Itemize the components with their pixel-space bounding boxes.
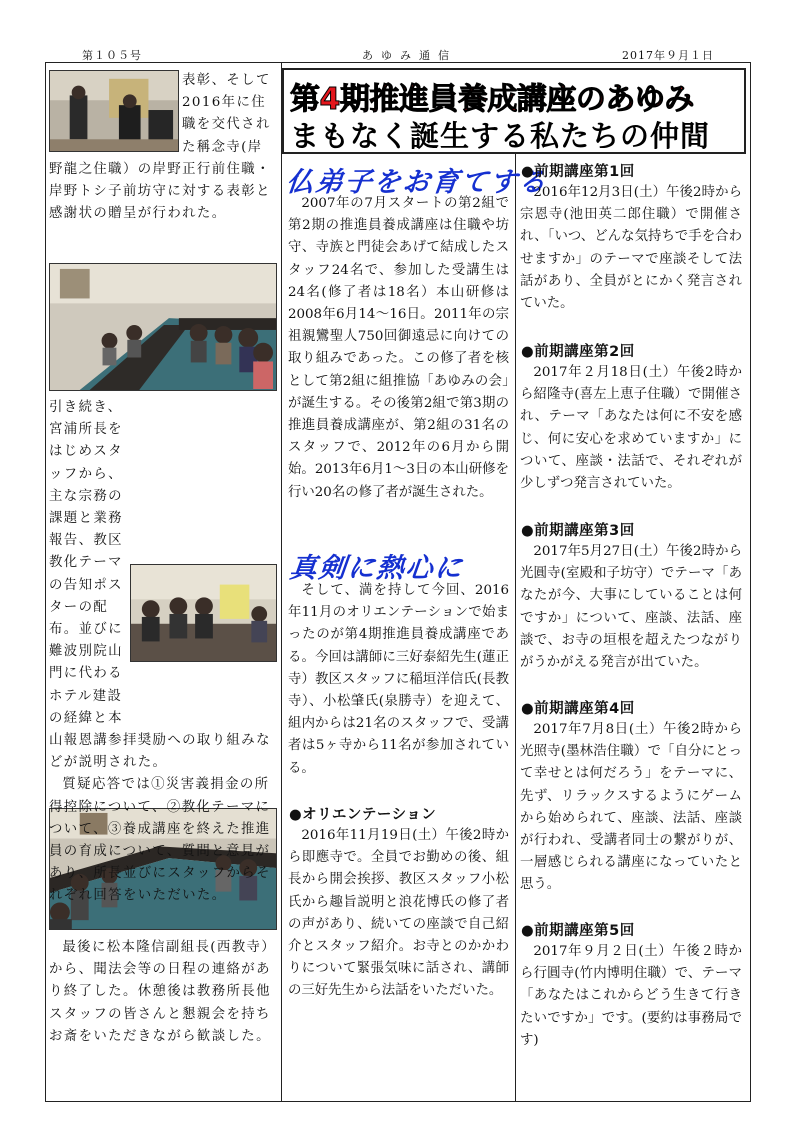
lecture-1-heading: ●前期講座第1回 — [521, 164, 635, 180]
lecture-5-heading: ●前期講座第5回 — [521, 923, 635, 939]
lecture-2-body: 2017年２月18日(土）午後2時から紹隆寺(喜左上恵子住職）で開催され、テーマ「あなたは何に不安を感じ、何に安心を求めていますか」について、座談・法話で、それぞれが少しずつ発言されていた。 — [520, 365, 742, 492]
left-text-block-1: 表彰、そして2016年に住職を交代された稱念寺(岸野龍之住職）の岸野正行前住職・岸野トシ子前坊守に対する表彰と感謝状の贈呈が行われた。 — [49, 70, 277, 225]
meeting-photo-1 — [49, 263, 277, 391]
column-divider-right — [515, 153, 516, 1101]
headline-title: 第4期推進員養成講座のあゆみ — [290, 82, 694, 117]
lecture-5-body: 2017年９月２日(土）午後２時から行圓寺(竹内博明住職）で、テーマ「あなたはこれからどう生きて行きたいですか」です。(要約は事務局です) — [520, 944, 742, 1048]
lecture-1-body: 2016年12月3日(土）午後2時から宗恩寺(池田英二郎住職）で開催され、「いつ、どんな気持ちで手を合わせますか」のテーマで座談そして法話があり、全員がとにかく発言されていた。 — [520, 185, 742, 312]
lecture-4-body: 2017年7月8日(土）午後2時から光照寺(墨林浩住職）で「自分にとって幸せとは何だろう」をテーマに、先ず、リラックスするようにゲームから始められて、座談、法話、座談が行われ、受講者同士の繋がりが、一層感じられる講座になっていたと思う。 — [520, 722, 742, 893]
lecture-3-heading: ●前期講座第3回 — [521, 523, 635, 539]
issue-number: 第１０５号 — [82, 49, 142, 62]
section-heading-disciple: 仏弟子をお育てする — [285, 167, 550, 198]
middle-paragraph-2: そして、満を持して今回、2016年11月のオリエンテーションで始まったのが第4期推進員養成講座である。今回は講師に三好泰紹先生(蓮正寺）教区スタッフに稲垣洋信氏(長教寺）、小松肇氏(泉勝寺）を迎えて、組内からは21名のスタッフで、受講者は5ヶ寺から11名が参加されている。 — [288, 583, 509, 776]
column-divider-left — [281, 63, 282, 1101]
title-box — [282, 68, 746, 154]
left-text-block-4: 最後に松本隆信副組長(西教寺）から、聞法会等の日程の連絡があり終了した。休憩後は教務所長他スタッフの皆さんと懇親会を持ちお斎をいただきながら歓談した。 — [49, 940, 277, 1044]
lecture-2-heading: ●前期講座第2回 — [521, 344, 635, 360]
lecture-3-body: 2017年5月27日(土）午後2時から光圓寺(室殿和子坊守）でテーマ「あなたが今、大事にしていることは何ですか」について、座談、法話、座談で、お寺の垣根を超えたつながりがうかがえる発言が出ていた。 — [520, 544, 742, 671]
section-heading-earnest: 真剣に熱心に — [288, 553, 466, 584]
newsletter-name: あゆみ通信 — [362, 49, 457, 62]
photo-wrap-spacer — [124, 564, 277, 714]
photo-wrap-spacer — [49, 70, 182, 158]
lecture-4-heading: ●前期講座第4回 — [521, 701, 635, 717]
middle-paragraph-3: 2016年11月19日(土）午後2時から即應寺で。全員でお勤めの後、組長から開会挨拶、教区スタッフ小松氏から趣旨説明と浪花博氏の修了者の声があり、続いての座談で自己紹介とスタッフ紹介。お寺とのかかわりについて緊張気味に話され、講師の三好先生から法話をいただいた。 — [288, 828, 509, 999]
middle-paragraph-1: 2007年の7月スタートの第2組で第2期の推進員養成講座は住職や坊守、寺族と門徒会あげて結成したスタッフ24名で、参加した受講生は24名(修了者は18名）本山研修は2008年6月14～16日。2011年の宗祖親鸞聖人750回御遠忌に向けての取り組みであった。この修了者を核として第2組に組推協「あゆみの会」が誕生する。その後第2組で第3期の推進員養成講座が、第2組の31名のスタッフで、2012年の6月から開始。2013年6月1～3日の本山研修を行い20名の修了者が誕生された。 — [288, 196, 509, 500]
section-heading-orientation: ●オリエンテーション — [289, 807, 437, 823]
issue-date: 2017年９月１日 — [622, 49, 714, 62]
headline-subtitle: まもなく誕生する私たちの仲間 — [290, 119, 711, 153]
left-text-block-2: 引き続き、宮浦所長をはじめスタッフから、主な宗務の課題と業務報告、教区教化テーマの告知ポスターの配布。並びに難波別院山門に代わるホテル建設の経緯と本山報恩講参拝奨励への取り組みなどが説明された。 質疑応答では①災害義捐金の所得控除について、②教化テーマについて、③養成講座を終えた推進員の育成について、質問と意見があり、所長並びにスタッフからそれぞれ回答をいただいた。 — [49, 397, 277, 908]
